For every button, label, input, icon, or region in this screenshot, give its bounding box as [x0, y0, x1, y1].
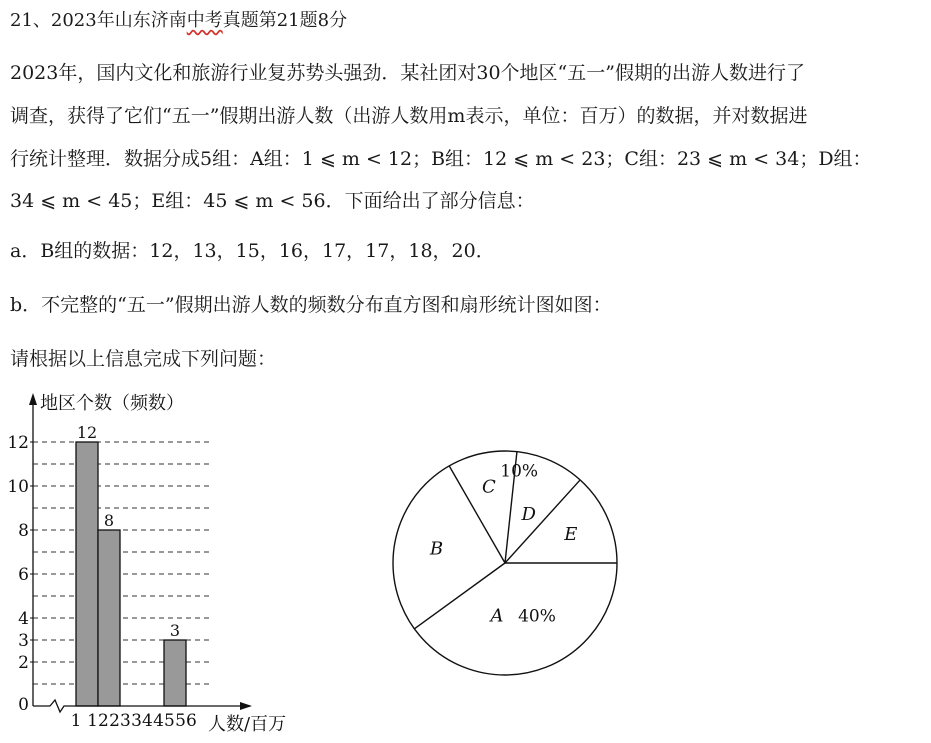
- pie-sector-label: C: [482, 476, 496, 498]
- y-axis-arrow: [29, 393, 37, 405]
- problem-line-3: 行统计整理．数据分成5组：A组：1 ⩽ m < 12；B组：12 ⩽ m < 23；C组：23 ⩽ m < 34；D组：: [10, 148, 872, 170]
- spellcheck-underlined-word: 中考: [186, 10, 223, 31]
- x-axis-arrow: [240, 702, 252, 710]
- frequency-histogram: [0, 385, 310, 740]
- y-tick-label: 8: [18, 521, 29, 541]
- y-tick-label: 12: [7, 433, 29, 453]
- histogram-bar: [98, 530, 120, 706]
- x-axis-label: 人数/百万: [208, 714, 287, 735]
- x-tick-label: 23: [109, 711, 131, 731]
- y-tick-label: 4: [18, 609, 29, 629]
- pie-sector-label: B: [429, 538, 444, 560]
- question-number: 21、: [10, 10, 51, 31]
- question-source: 2023年山东济南中考真题第21题8分: [50, 10, 348, 31]
- y-tick-label: 6: [18, 565, 29, 585]
- y-tick-label: 3: [18, 631, 29, 651]
- pie-percent-label: 40%: [518, 606, 556, 627]
- y-tick-label: 10: [7, 477, 29, 497]
- bar-value-label: 8: [103, 511, 115, 530]
- histogram-bar: [76, 442, 98, 706]
- x-tick-label: 56: [175, 711, 197, 731]
- info-a: a．B组的数据：12，13，15，16，17，17，18，20．: [10, 240, 495, 262]
- bar-value-label: 12: [76, 423, 98, 442]
- y-axis-label: 地区个数（频数）: [40, 393, 184, 414]
- pie-percent-label: 10%: [500, 461, 539, 482]
- x-tick-label: 12: [87, 711, 109, 731]
- info-b: b．不完整的“五一”假期出游人数的频数分布直方图和扇形统计图如图：: [10, 294, 612, 316]
- problem-line-2: 调查，获得了它们“五一”假期出游人数（出游人数用m表示，单位：百万）的数据，并对数据进: [10, 105, 808, 127]
- bar-value-label: 3: [169, 621, 181, 640]
- histogram-bar: [164, 640, 186, 706]
- pie-chart: [380, 440, 630, 690]
- pie-sector-label: E: [564, 523, 578, 545]
- question-header: [10, 6, 347, 32]
- question-prompt: 请根据以上信息完成下列问题：: [10, 348, 277, 370]
- y-tick-label: 0: [18, 695, 29, 715]
- pie-sector-label: A: [490, 605, 504, 627]
- y-tick-label: 2: [18, 653, 29, 673]
- problem-line-1: 2023年，国内文化和旅游行业复苏势头强劲．某社团对30个地区“五一”假期的出游人数进行了: [10, 62, 805, 84]
- x-tick-label: 45: [153, 711, 175, 731]
- x-tick-label: 34: [131, 711, 153, 731]
- x-tick-label: 1: [70, 711, 82, 731]
- pie-sector-label: D: [521, 504, 536, 526]
- problem-line-4: 34 ⩽ m < 45；E组：45 ⩽ m < 56．下面给出了部分信息：: [10, 190, 535, 212]
